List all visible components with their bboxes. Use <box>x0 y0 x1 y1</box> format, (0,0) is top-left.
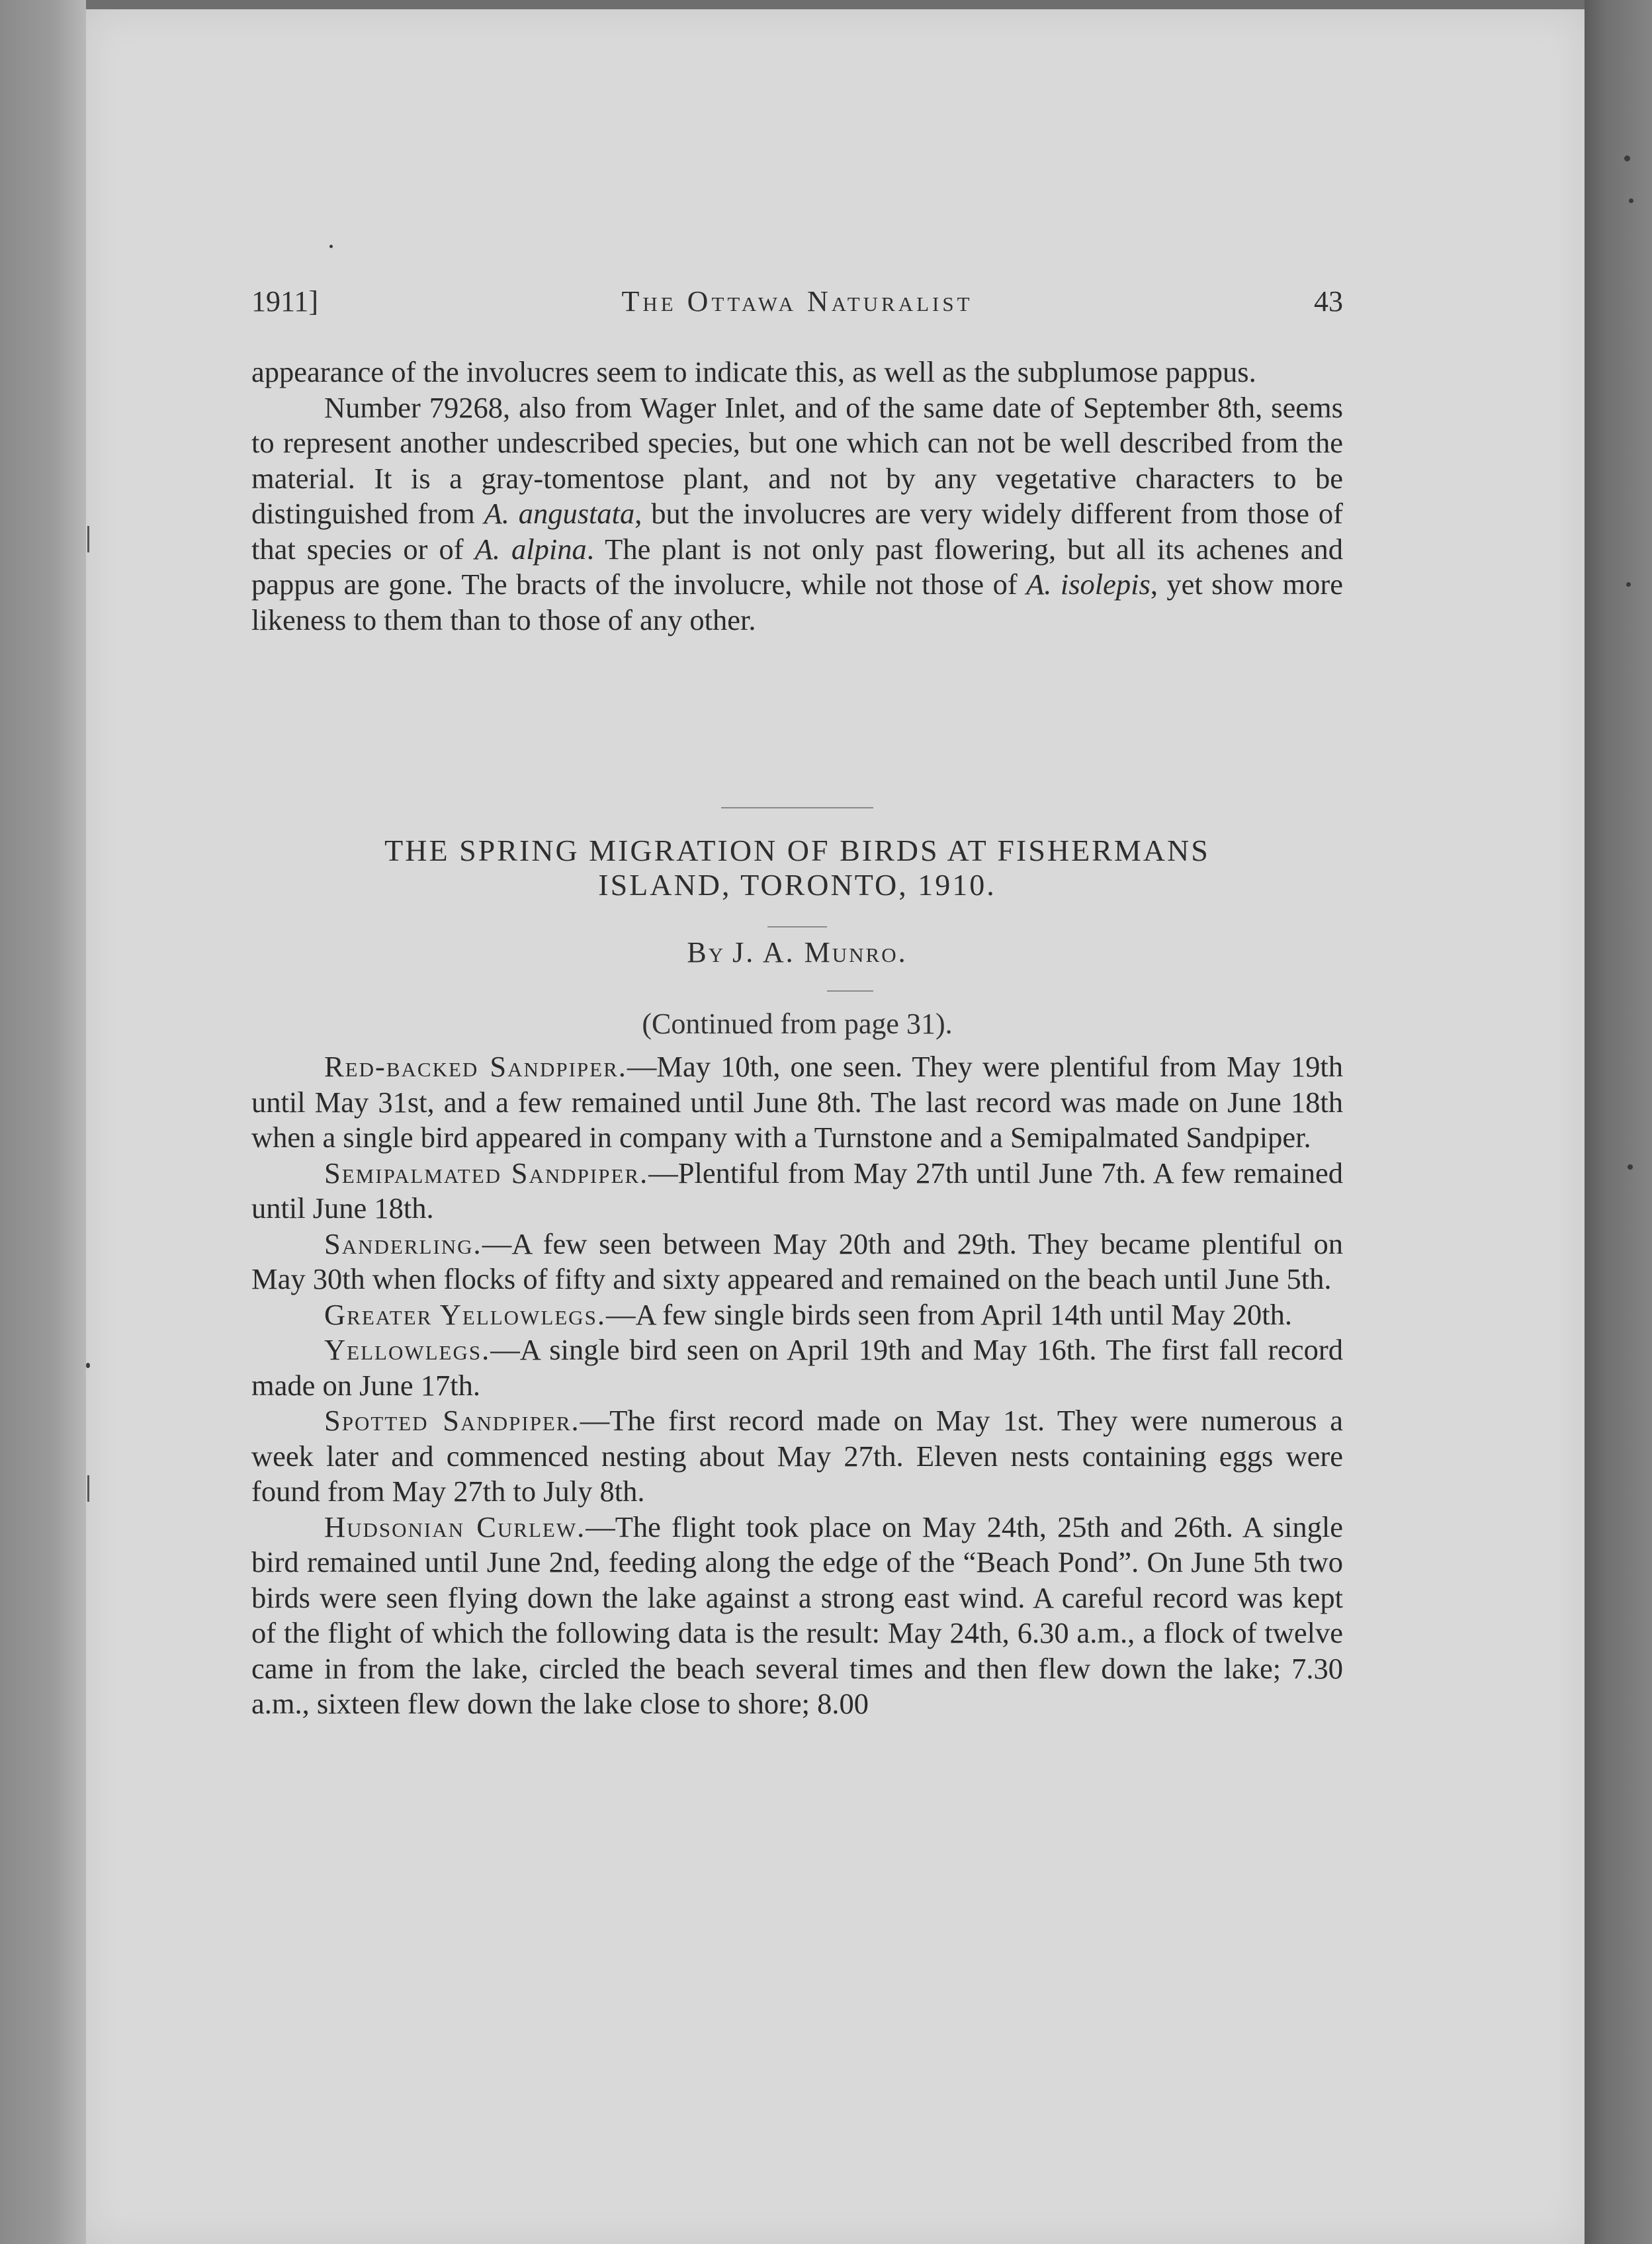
margin-mark <box>87 1475 89 1502</box>
scan-speck <box>1628 1164 1633 1170</box>
scan-border-top <box>0 0 1652 9</box>
running-head-year: 1911] <box>251 285 319 318</box>
scan-border-left <box>0 0 86 2244</box>
species-name: Greater Yellowlegs. <box>324 1297 606 1331</box>
scan-speck <box>1629 198 1633 203</box>
byline <box>251 935 1343 969</box>
paragraph: appearance of the involucres seem to indicate this, as well as the subplumose pappus. <box>251 355 1256 388</box>
article-title-line-2: ISLAND, TORONTO, 1910. <box>598 868 996 902</box>
running-head-title: The Ottawa Naturalist <box>621 285 973 318</box>
entry-text: —The first record made on May 1st. They were numerous a week later and commenced nesting about May 27th. Eleven nests containing eggs were found from May 27th to July 8th. <box>251 1404 1344 1508</box>
entry-red-backed-sandpiper <box>251 1049 1343 1156</box>
scan-speck <box>86 1363 90 1368</box>
paragraph: Number 79268, also from Wager Inlet, and of the same date of September 8th, seems to represent another undescribed species, but one which can not be well described from the material. It is a gray-tomentose plant, and not by any vegetative characters to be distinguished from A. angustata, but the involucres are very widely different from those of that species or of A. alpina. The plant is not only past flowering, but all its achenes and pappus are gone. The bracts of the involucre, while not those of A. isolepis, yet show more likeness to them than to those of any other. <box>251 390 1343 636</box>
margin-mark <box>87 526 89 552</box>
entry-text: —The flight took place on May 24th, 25th and 26th. A single bird remained until June 2nd, feeding along the edge of the “Beach Pond”. On June 5th two birds were seen flying down the lake against a strong east wind. A careful record was kept of the flight of which the following data is the result: May 24th, 6.30 a.m., a flock of twelve came in from the lake, circled the beach several times and then flew down the lake; 7.30 a.m., sixteen flew down the lake close to shore; 8.00 <box>251 1510 1343 1720</box>
running-head <box>251 278 1343 324</box>
entry-text: —A few seen between May 20th and 29th. They became plentiful on May 30th when flocks of fifty and sixty appeared and remained on the beach until June 5th. <box>251 1227 1343 1295</box>
species-name: Red-backed Sandpiper. <box>324 1050 627 1083</box>
species-entries <box>251 1049 1343 1722</box>
byline-prefix: By <box>687 936 726 969</box>
species-name: Yellowlegs. <box>324 1333 491 1366</box>
scan-speck <box>1624 155 1630 161</box>
entry-hudsonian-curlew <box>251 1510 1343 1722</box>
entry-text: —A single bird seen on April 19th and May 16th. The first fall record made on June 17th. <box>251 1333 1343 1402</box>
entry-text: —May 10th, one seen. They were plentiful from May 19th until May 31st, and a few remained until June 8th. The last record was made on June 18th when a single bird appeared in company with a Turnstone and a Semipalmated Sandpiper. <box>251 1050 1343 1154</box>
top-section <box>251 355 1343 638</box>
entry-text: —Plentiful from May 27th until June 7th. A few remained until June 18th. <box>251 1156 1343 1225</box>
taxon-name: A. isolepis <box>1026 568 1151 601</box>
species-name: Spotted Sandpiper. <box>324 1404 580 1437</box>
title-rule <box>767 926 827 928</box>
entry-greater-yellowlegs <box>251 1297 1343 1333</box>
article-title <box>251 834 1343 902</box>
continued-note: (Continued from page 31). <box>642 1008 953 1040</box>
entry-sanderling <box>251 1227 1343 1297</box>
section-separator <box>721 807 873 808</box>
article-title-line-1: THE SPRING MIGRATION OF BIRDS AT FISHERMANS <box>384 834 1210 867</box>
page-number: 43 <box>1314 285 1343 318</box>
taxon-name: A. angustata <box>484 497 635 530</box>
species-name: Semipalmated Sandpiper. <box>324 1156 649 1189</box>
scan-border-right <box>1585 0 1652 2244</box>
byline-rule <box>827 990 873 992</box>
entry-yellowlegs <box>251 1332 1343 1403</box>
entry-text: —A few single birds seen from April 14th until May 20th. <box>605 1297 1292 1331</box>
taxon-name: A. alpina <box>474 532 587 566</box>
species-name: Hudsonian Curlew. <box>324 1510 586 1543</box>
species-name: Sanderling. <box>324 1227 482 1260</box>
scan-speck <box>1626 582 1631 587</box>
byline-author: J. A. Munro. <box>732 936 908 969</box>
entry-spotted-sandpiper <box>251 1403 1343 1510</box>
scan-speck <box>329 245 333 248</box>
entry-semipalmated-sandpiper <box>251 1156 1343 1227</box>
